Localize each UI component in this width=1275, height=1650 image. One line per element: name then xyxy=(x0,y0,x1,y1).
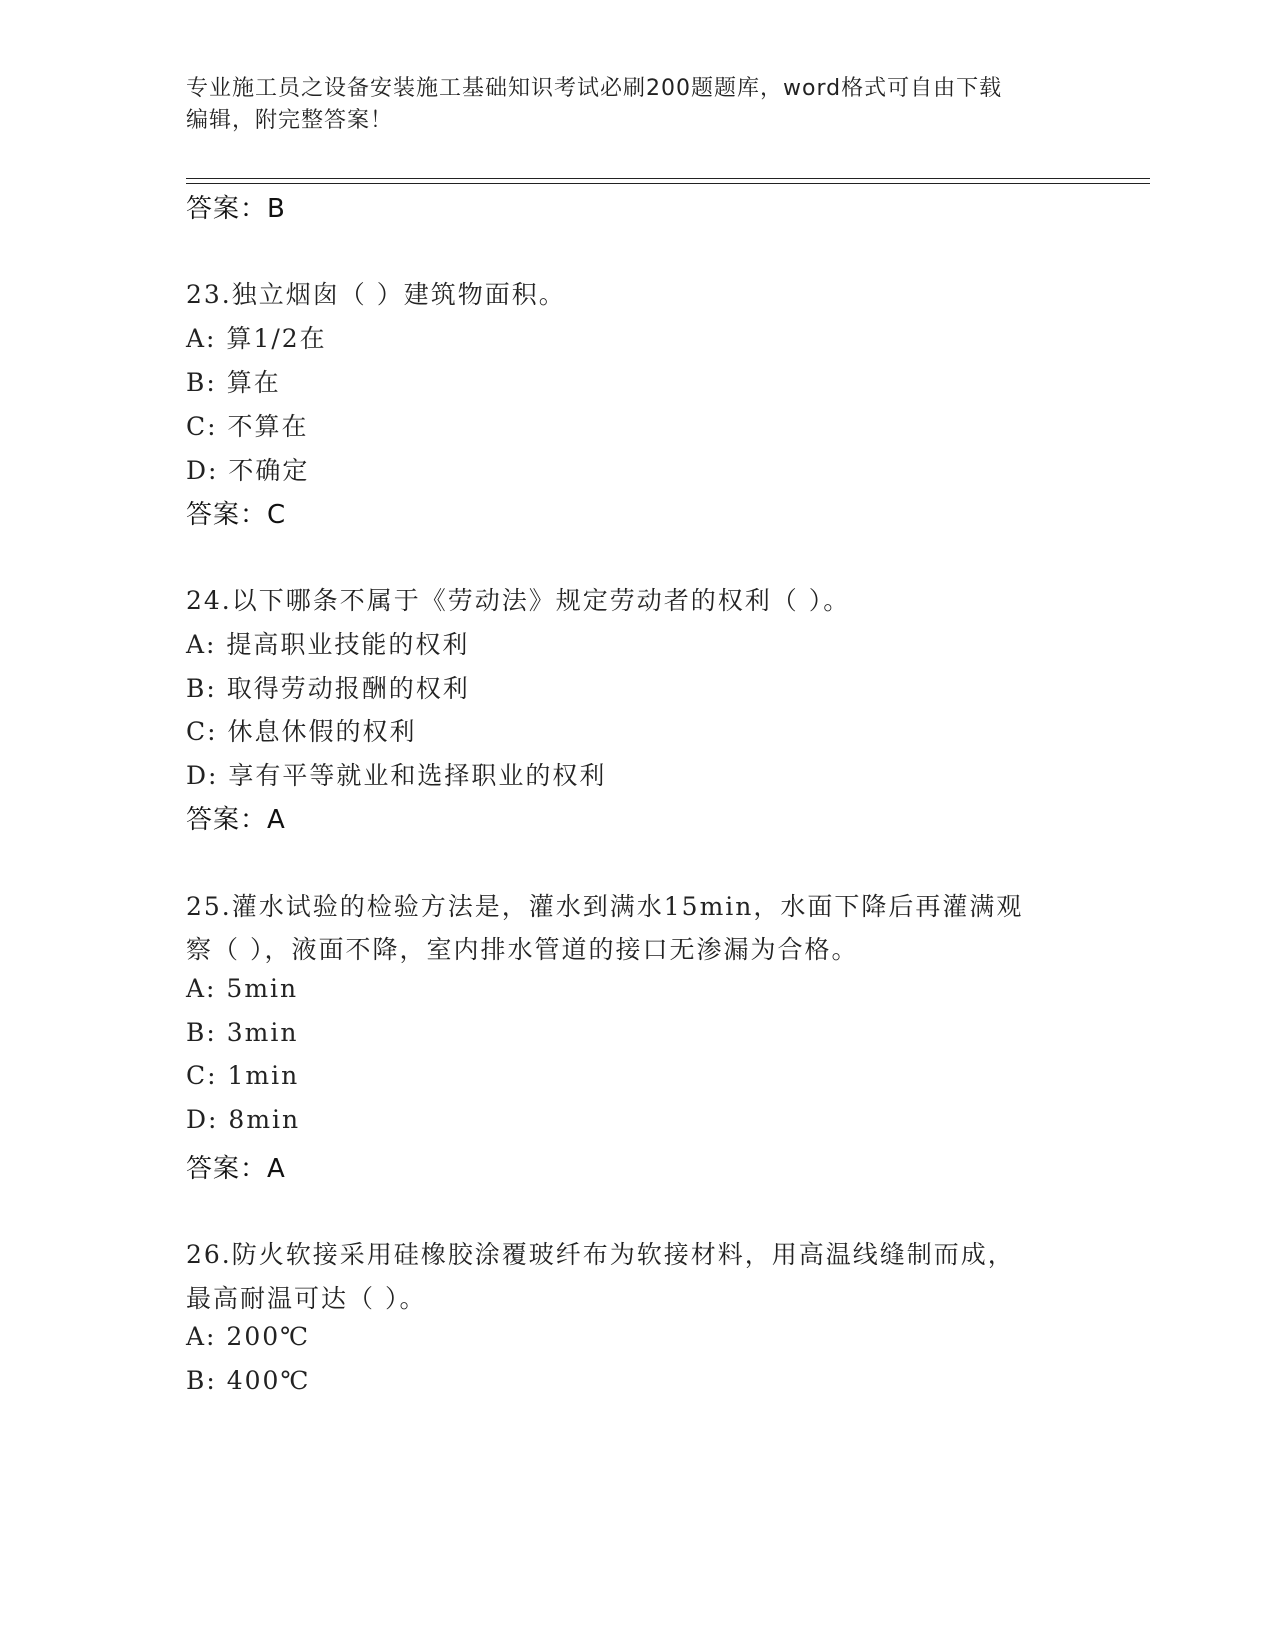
question-24-option-a: A: 提高职业技能的权利 xyxy=(186,630,470,659)
answer-25: 答案：A xyxy=(186,1154,286,1184)
question-26-stem-line-1: 26.防火软接采用硅橡胶涂覆玻纤布为软接材料，用高温线缝制而成， xyxy=(186,1240,1015,1269)
question-25-stem-line-1: 25.灌水试验的检验方法是，灌水到满水15min，水面下降后再灌满观 xyxy=(186,892,1024,921)
answer-24: 答案：A xyxy=(186,805,286,835)
question-23-stem: 23.独立烟囱（ ）建筑物面积。 xyxy=(186,280,566,309)
question-25-option-d: D: 8min xyxy=(186,1105,301,1134)
question-25-option-c: C: 1min xyxy=(186,1061,300,1090)
answer-22: 答案：B xyxy=(186,194,286,224)
header-divider-top xyxy=(186,178,1150,179)
question-23-option-c: C: 不算在 xyxy=(186,412,309,441)
question-26-stem-line-2: 最高耐温可达（ ）。 xyxy=(186,1284,427,1313)
question-25-option-b: B: 3min xyxy=(186,1018,299,1047)
question-26-option-b: B: 400℃ xyxy=(186,1366,311,1395)
question-23-option-d: D: 不确定 xyxy=(186,456,310,485)
document-header xyxy=(186,73,1066,137)
answer-23: 答案：C xyxy=(186,500,287,530)
question-24-option-c: C: 休息休假的权利 xyxy=(186,717,417,746)
question-25-option-a: A: 5min xyxy=(186,974,299,1003)
question-25-stem-line-2: 察（ ），液面不降，室内排水管道的接口无渗漏为合格。 xyxy=(186,935,859,964)
question-23-option-a: A: 算1/2在 xyxy=(186,324,327,353)
question-24-option-b: B: 取得劳动报酬的权利 xyxy=(186,674,470,703)
header-line-1: 专业施工员之设备安装施工基础知识考试必刷200题题库，word格式可自由下载 xyxy=(186,76,1003,101)
header-line-2: 编辑，附完整答案！ xyxy=(186,108,394,133)
question-24-stem: 24.以下哪条不属于《劳动法》规定劳动者的权利（ ）。 xyxy=(186,586,851,615)
question-26-option-a: A: 200℃ xyxy=(186,1322,311,1351)
question-24-option-d: D: 享有平等就业和选择职业的权利 xyxy=(186,761,607,790)
question-23-option-b: B: 算在 xyxy=(186,368,281,397)
header-divider-bottom xyxy=(186,183,1150,184)
